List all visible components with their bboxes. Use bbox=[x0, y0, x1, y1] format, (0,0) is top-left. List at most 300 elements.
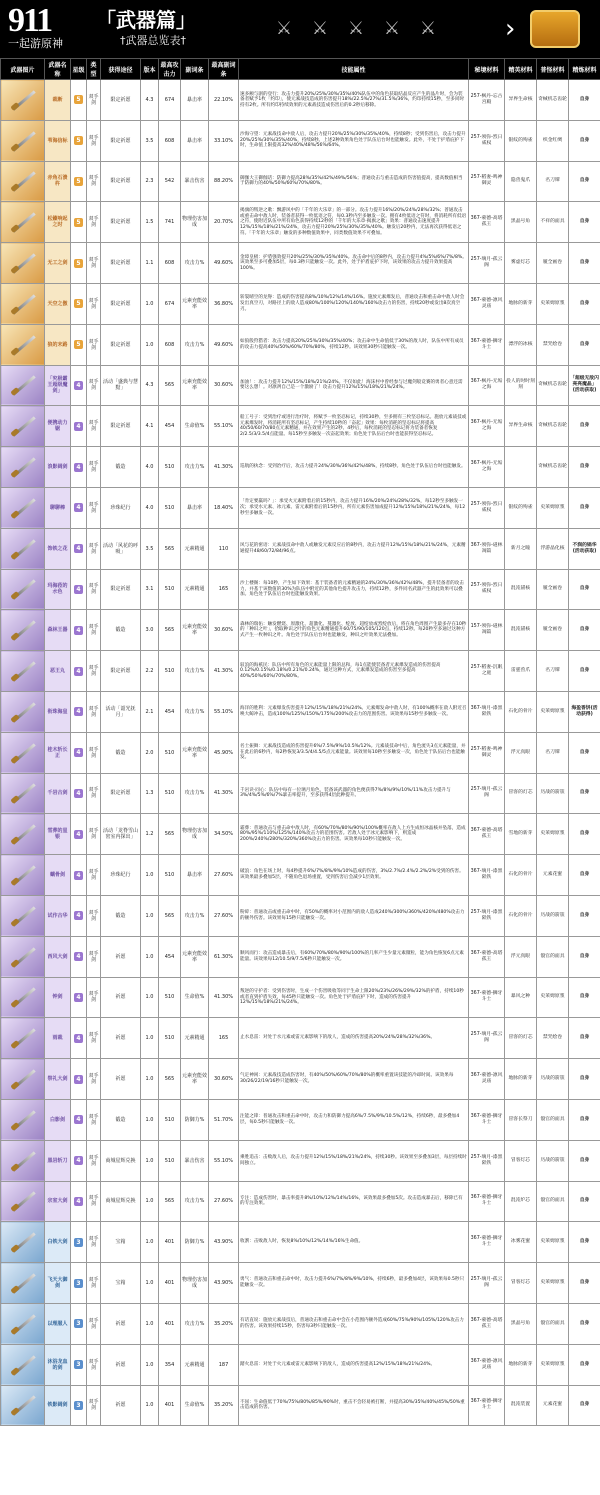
star-rating bbox=[71, 1222, 87, 1263]
polearm-icon: ⚔ bbox=[347, 18, 365, 39]
table-row bbox=[1, 814, 600, 855]
source: 活动「风花的呼吸」 bbox=[101, 528, 141, 569]
weapon-icon bbox=[8, 289, 38, 319]
domain-material: 367-蒙德-狮牙斗士 bbox=[469, 324, 505, 365]
source: 锻造 bbox=[101, 895, 141, 936]
version: 1.0 bbox=[141, 1181, 159, 1222]
weapon-image bbox=[1, 283, 45, 324]
weapon-type: 双手剑 bbox=[87, 773, 101, 814]
weapon-image bbox=[1, 406, 45, 447]
weapon-image bbox=[1, 80, 45, 121]
column-header: 武器名称 bbox=[45, 59, 71, 80]
weapon-icon bbox=[8, 1390, 38, 1420]
weapon-type: 双手剑 bbox=[87, 528, 101, 569]
sub-stat: 暴击伤害 bbox=[181, 161, 209, 202]
weapon-icon bbox=[8, 207, 38, 237]
domain-material: 367-蒙德-高塔孤王 bbox=[469, 1303, 505, 1344]
column-header: 技能属性 bbox=[239, 59, 469, 80]
star-badge: 4 bbox=[74, 707, 83, 716]
elite-material: 漂浮的冰核 bbox=[505, 324, 537, 365]
star-rating bbox=[71, 120, 87, 161]
star-rating bbox=[71, 80, 87, 121]
refine-material: 不润的锅华(活动获取) bbox=[569, 528, 600, 569]
weapon-image bbox=[1, 691, 45, 732]
skill-description: 叛逆的守护者：受到伤害时，生成一个伤害吸收等同于生命上限20%/23%/26%/29%/32%的护盾，持续10秒或者直到护盾失效，每45秒只能触发一次。角色处于护盾庇护下时，造成的伤害提升12%/15%/18%/21%/24%。 bbox=[239, 977, 469, 1018]
weapon-image bbox=[1, 365, 45, 406]
refine-material: 自身 bbox=[569, 447, 600, 488]
refine-material: 自身 bbox=[569, 202, 600, 243]
weapon-type: 双手剑 bbox=[87, 161, 101, 202]
sub-stat: 攻击力% bbox=[181, 895, 209, 936]
star-rating bbox=[71, 1303, 87, 1344]
source: 活动「盛典与慧黠」 bbox=[101, 365, 141, 406]
common-material: 史莱姆原浆 bbox=[537, 1222, 569, 1263]
version: 4.1 bbox=[141, 406, 159, 447]
weapon-image bbox=[1, 324, 45, 365]
weapon-image bbox=[1, 1018, 45, 1059]
weapon-type: 双手剑 bbox=[87, 855, 101, 896]
max-atk: 510 bbox=[159, 732, 181, 773]
chevron-right-icon: › bbox=[505, 14, 516, 44]
version: 2.3 bbox=[141, 161, 159, 202]
common-material: 履全画卷 bbox=[537, 243, 569, 284]
star-badge: 4 bbox=[74, 381, 83, 390]
column-header: 秘境材料 bbox=[469, 59, 505, 80]
star-badge: 3 bbox=[74, 1360, 83, 1369]
weapon-name: 千岩古剑 bbox=[45, 773, 71, 814]
version: 1.0 bbox=[141, 1059, 159, 1100]
table-row bbox=[1, 1222, 600, 1263]
skill-description: 粉碎：普通攻击或重击命中时，有50%的概率对小范围内的敌人造成240%/300%/360%/420%/480%攻击力的额外伤害。该效果每15秒只能触发一次。 bbox=[239, 895, 469, 936]
star-badge: 5 bbox=[74, 299, 83, 308]
weapon-type: 双手剑 bbox=[87, 977, 101, 1018]
skill-description: 千岩诀·同心：队伍中每有一位璃月角色，装备该武器的角色便获得7%/8%/9%/10%/11%攻击力提升与3%/4%/5%/6%/7%暴击率提升，至多获得4层此种提升。 bbox=[239, 773, 469, 814]
domain-material: 257-璃月-孤云阁 bbox=[469, 1018, 505, 1059]
weapon-image bbox=[1, 855, 45, 896]
star-badge: 4 bbox=[74, 748, 83, 757]
common-material: 史莱姆原浆 bbox=[537, 691, 569, 732]
source: 祈愿 bbox=[101, 1018, 141, 1059]
sub-stat: 防御力% bbox=[181, 1222, 209, 1263]
max-atk: 510 bbox=[159, 651, 181, 692]
weapon-name: 聊聊棒 bbox=[45, 487, 71, 528]
skill-description: 踏火息雷：对处于火元素或雷元素影响下的敌人，造成的伤害提高12%/15%/18%/21%/24%。 bbox=[239, 1344, 469, 1385]
weapon-name: 祭礼大剑 bbox=[45, 1059, 71, 1100]
elite-material: 冒客的灯芯 bbox=[505, 773, 537, 814]
star-badge: 4 bbox=[74, 667, 83, 676]
version: 2.0 bbox=[141, 732, 159, 773]
version: 1.0 bbox=[141, 1222, 159, 1263]
common-material: 名刀镡 bbox=[537, 651, 569, 692]
sub-stat: 暴击率 bbox=[181, 120, 209, 161]
max-atk: 354 bbox=[159, 1344, 181, 1385]
common-material: 奇械机芯齿轮 bbox=[537, 80, 569, 121]
weapon-name: 白铁大剑 bbox=[45, 1222, 71, 1263]
star-badge: 4 bbox=[74, 1034, 83, 1043]
common-material: 不祥的面具 bbox=[537, 202, 569, 243]
sub-stat-value: 30.60% bbox=[209, 365, 239, 406]
refine-material: 自身 bbox=[569, 1344, 600, 1385]
weapon-name: 恶王丸 bbox=[45, 651, 71, 692]
version: 3.5 bbox=[141, 120, 159, 161]
version: 1.0 bbox=[141, 1099, 159, 1140]
star-rating bbox=[71, 1263, 87, 1304]
max-atk: 454 bbox=[159, 406, 181, 447]
table-row bbox=[1, 936, 600, 977]
catalyst-icon: ⚔ bbox=[419, 18, 437, 39]
elite-material: 异界生命核 bbox=[505, 406, 537, 447]
version: 1.0 bbox=[141, 1344, 159, 1385]
max-atk: 608 bbox=[159, 324, 181, 365]
version: 3.1 bbox=[141, 569, 159, 610]
refine-material: 自身 bbox=[569, 610, 600, 651]
skill-description: 霜葬：普通攻击与重击命中敌人时，有60%/70%/80%/90%/100%概率在敌人上方生成恒冰晶核并坠落，造成80%/95%/110%/125%/140%攻击力的范围伤害。若敌人处于冰元素影响下，则造成200%/240%/280%/320%/360%攻击力的伤害。该效果每10秒只能触发一次。 bbox=[239, 814, 469, 855]
table-row bbox=[1, 651, 600, 692]
elite-material: 混沌装置 bbox=[505, 1385, 537, 1426]
sub-stat: 元素精通 bbox=[181, 528, 209, 569]
domain-material: 367-蒙德-狮牙斗士 bbox=[469, 1181, 505, 1222]
table-row bbox=[1, 365, 600, 406]
weapon-icon bbox=[8, 942, 38, 972]
common-material: 名刀镡 bbox=[537, 732, 569, 773]
star-badge: 5 bbox=[74, 259, 83, 268]
refine-material: 自身 bbox=[569, 406, 600, 447]
table-row bbox=[1, 243, 600, 284]
table-row bbox=[1, 732, 600, 773]
sub-stat: 物理伤害加成 bbox=[181, 202, 209, 243]
table-header-row bbox=[1, 59, 600, 80]
skill-description: 顺风而行：攻击造成暴击后，有60%/70%/80%/90%/100%的几率产生少量元素微粒，能为角色恢复6点元素能量。该效果每12/10.5/9/7.5/6秒只能触发一次。 bbox=[239, 936, 469, 977]
skill-description: 速多额与剧的登行：攻击力提升20%/25%/30%/35%/40%队伍中的角色获取结晶反应产生的晶片时，会为装备者赋予1枚「约印」，使元素战技造成的伤害提升18%/22.5%/27%/31.5%/36%，约印持续15秒，至多同时持有2枚。所有约印持续效果的元素战技造成伤害后的0.2秒后移除。 bbox=[239, 80, 469, 121]
common-material: 禁咒绘卷 bbox=[537, 1018, 569, 1059]
elite-material: 石化的骨片 bbox=[505, 691, 537, 732]
weapon-name: 松籁响起之时 bbox=[45, 202, 71, 243]
domain-material: 367-枫丹-无垢之海 bbox=[469, 447, 505, 488]
table-row bbox=[1, 1181, 600, 1222]
source: 限定祈愿 bbox=[101, 202, 141, 243]
skill-description: 勇气：普通攻击和重击命中时，攻击力提升6%/7%/8%/9%/10%，持续6秒，最多叠加4层，该效果每0.5秒只能触发一次。 bbox=[239, 1263, 469, 1304]
sub-stat: 元素精通 bbox=[181, 1018, 209, 1059]
common-material: 浮游晶化核 bbox=[537, 528, 569, 569]
weapon-type: 双手剑 bbox=[87, 243, 101, 284]
page-subtitle: †武器总览表† bbox=[120, 34, 186, 47]
sub-stat: 攻击力% bbox=[181, 324, 209, 365]
skill-description: 风与花的密语：元素战技命中敌人或触发元素反应后的8秒内，攻击力提升12%/15%/18%/21%/24%，元素精通提升48/60/72/84/96点。 bbox=[239, 528, 469, 569]
star-rating bbox=[71, 283, 87, 324]
weapon-icon bbox=[8, 1227, 38, 1257]
table-row bbox=[1, 283, 600, 324]
source: 限定祈愿 bbox=[101, 80, 141, 121]
weapon-name: 衔珠海皇 bbox=[45, 691, 71, 732]
weapon-image bbox=[1, 773, 45, 814]
refine-material: 自身 bbox=[569, 895, 600, 936]
weapon-name: 便携动力锯 bbox=[45, 406, 71, 447]
weapon-icon bbox=[8, 126, 38, 156]
elite-material: 冒客灯芯 bbox=[505, 1140, 537, 1181]
elite-material: 冰雾花蜜 bbox=[505, 1222, 537, 1263]
elite-material: 新月之瞳 bbox=[505, 528, 537, 569]
weapon-icon bbox=[8, 1023, 38, 1053]
common-material: 织金红绸 bbox=[537, 120, 569, 161]
star-badge: 4 bbox=[74, 544, 83, 553]
version: 1.5 bbox=[141, 202, 159, 243]
table-row bbox=[1, 691, 600, 732]
source: 珍珠纪行 bbox=[101, 487, 141, 528]
sub-stat: 攻击力% bbox=[181, 243, 209, 284]
sub-stat: 攻击力% bbox=[181, 1181, 209, 1222]
version: 1.0 bbox=[141, 895, 159, 936]
domain-material: 367-须弥-谜林凋篇 bbox=[469, 528, 505, 569]
common-material: 历战的箭簇 bbox=[537, 773, 569, 814]
star-rating bbox=[71, 610, 87, 651]
weapon-icon bbox=[8, 860, 38, 890]
refine-material: 自身 bbox=[569, 1018, 600, 1059]
domain-material: 157-须弥-谜林凋篇 bbox=[469, 610, 505, 651]
source: 宝箱 bbox=[101, 1222, 141, 1263]
common-material: 史莱姆原浆 bbox=[537, 1344, 569, 1385]
sub-stat-value: 41.30% bbox=[209, 977, 239, 1018]
weapon-image bbox=[1, 1059, 45, 1100]
title-block bbox=[96, 6, 276, 52]
refine-material: 自身 bbox=[569, 651, 600, 692]
source: 祈愿 bbox=[101, 977, 141, 1018]
weapon-icon bbox=[8, 370, 38, 400]
source: 限定祈愿 bbox=[101, 569, 141, 610]
elite-material: 混沌锚核 bbox=[505, 569, 537, 610]
domain-material: 257-枫丹-忘古宫殿 bbox=[469, 80, 505, 121]
refine-material: 自身 bbox=[569, 732, 600, 773]
max-atk: 565 bbox=[159, 610, 181, 651]
column-header: 副词条 bbox=[181, 59, 209, 80]
column-header: 最高副词条 bbox=[209, 59, 239, 80]
weapon-image bbox=[1, 202, 45, 243]
weapon-icon bbox=[8, 411, 38, 441]
skill-description: 加油！：攻击力提升12%/15%/18%/21%/24%。不仅如此！海沫村中曾经参与过魔剑般竞赛的勇者心意还需要这么想！。对凛冽自己是一个激励了！攻击力提升12%/15%/18%/21%/24%。 bbox=[239, 365, 469, 406]
weapon-image bbox=[1, 447, 45, 488]
sub-stat-value: 51.70% bbox=[209, 1099, 239, 1140]
weapon-image bbox=[1, 814, 45, 855]
source: 限定祈愿 bbox=[101, 243, 141, 284]
weapon-type: 双手剑 bbox=[87, 610, 101, 651]
sub-stat-value: 43.90% bbox=[209, 1263, 239, 1304]
weapon-name: 天空之傲 bbox=[45, 283, 71, 324]
weapon-icon bbox=[8, 1186, 38, 1216]
weapon-icon bbox=[8, 1268, 38, 1298]
star-badge: 4 bbox=[74, 585, 83, 594]
version: 1.0 bbox=[141, 936, 159, 977]
elite-material: 黑晶号角 bbox=[505, 202, 537, 243]
elite-material bbox=[505, 447, 537, 488]
sub-stat: 攻击力% bbox=[181, 447, 209, 488]
elite-material: 雪地的新芽 bbox=[505, 814, 537, 855]
weapon-icon bbox=[8, 248, 38, 278]
sub-stat-value: 110 bbox=[209, 528, 239, 569]
weapon-name: 雪葬的星银 bbox=[45, 814, 71, 855]
version: 1.0 bbox=[141, 1263, 159, 1304]
source: 锻造 bbox=[101, 732, 141, 773]
weapon-name: 宗室大剑 bbox=[45, 1181, 71, 1222]
star-rating bbox=[71, 691, 87, 732]
max-atk: 565 bbox=[159, 814, 181, 855]
column-header: 武器图片 bbox=[1, 59, 45, 80]
star-rating bbox=[71, 528, 87, 569]
weapon-name: 苇海信标 bbox=[45, 120, 71, 161]
version: 2.1 bbox=[141, 691, 159, 732]
table-row bbox=[1, 406, 600, 447]
weapon-icon bbox=[8, 1105, 38, 1135]
weapon-name: 西风大剑 bbox=[45, 936, 71, 977]
version: 1.0 bbox=[141, 1018, 159, 1059]
sub-stat-value: 18.40% bbox=[209, 487, 239, 528]
weapon-icon bbox=[8, 574, 38, 604]
refine-material: 自身 bbox=[569, 1140, 600, 1181]
sub-stat-value: 27.60% bbox=[209, 855, 239, 896]
version: 1.0 bbox=[141, 855, 159, 896]
star-badge: 3 bbox=[74, 1279, 83, 1288]
sub-stat-value: 55.10% bbox=[209, 691, 239, 732]
weapon-image bbox=[1, 1099, 45, 1140]
source: 锻造 bbox=[101, 610, 141, 651]
source: 宝箱 bbox=[101, 1263, 141, 1304]
common-material: 历战的箭簇 bbox=[537, 1140, 569, 1181]
max-atk: 674 bbox=[159, 80, 181, 121]
table-row bbox=[1, 773, 600, 814]
sub-stat-value: 30.60% bbox=[209, 1059, 239, 1100]
column-header: 获得途径 bbox=[101, 59, 141, 80]
star-rating bbox=[71, 406, 87, 447]
common-material: 史莱姆原浆 bbox=[537, 283, 569, 324]
domain-material: 367-蒙德-高塔孤王 bbox=[469, 814, 505, 855]
weapon-type: 双手剑 bbox=[87, 1385, 101, 1426]
star-badge: 4 bbox=[74, 871, 83, 880]
domain-material: 257-须弥-烈日威权 bbox=[469, 487, 505, 528]
common-material: 履全画卷 bbox=[537, 610, 569, 651]
logo bbox=[8, 4, 84, 54]
max-atk: 565 bbox=[159, 895, 181, 936]
max-atk: 510 bbox=[159, 487, 181, 528]
refine-material: 自身 bbox=[569, 243, 600, 284]
sub-stat-value: 55.10% bbox=[209, 406, 239, 447]
sub-stat: 生命值% bbox=[181, 1385, 209, 1426]
table-row bbox=[1, 855, 600, 896]
version: 1.0 bbox=[141, 324, 159, 365]
star-rating bbox=[71, 1181, 87, 1222]
weapon-image bbox=[1, 120, 45, 161]
weapon-image bbox=[1, 651, 45, 692]
domain-material: 367-蒙德-高塔孤王 bbox=[469, 936, 505, 977]
domain-material: 257-须弥-烈日威权 bbox=[469, 569, 505, 610]
sword-icon: ⚔ bbox=[275, 18, 293, 39]
sub-stat-value: 34.50% bbox=[209, 814, 239, 855]
weapon-type: 双手剑 bbox=[87, 1222, 101, 1263]
weapon-icon bbox=[8, 1350, 38, 1380]
weapon-name: 螭骨剑 bbox=[45, 855, 71, 896]
weapon-icon bbox=[8, 615, 38, 645]
common-material: 骰官的面具 bbox=[537, 1181, 569, 1222]
elite-material: 冒客灯芯 bbox=[505, 1263, 537, 1304]
source: 限定祈愿 bbox=[101, 120, 141, 161]
star-badge: 4 bbox=[74, 993, 83, 1002]
star-rating bbox=[71, 447, 87, 488]
elite-material: 地脉的新芽 bbox=[505, 283, 537, 324]
weapon-type: 双手剑 bbox=[87, 1303, 101, 1344]
star-rating bbox=[71, 855, 87, 896]
table-row bbox=[1, 610, 600, 651]
domain-material: 367-蒙德-狮牙斗士 bbox=[469, 1099, 505, 1140]
column-header: 精炼材料 bbox=[569, 59, 600, 80]
logo-number: 911 bbox=[8, 2, 52, 39]
skill-description: 乘胜追击：击败敌人后，攻击力提升12%/15%/18%/21%/24%，持续30秒。该效果至多叠加3层，每层持续时间独立。 bbox=[239, 1140, 469, 1181]
version: 1.3 bbox=[141, 773, 159, 814]
source: 锻造 bbox=[101, 447, 141, 488]
elite-material: 地脉的新芽 bbox=[505, 1344, 537, 1385]
star-badge: 4 bbox=[74, 830, 83, 839]
elite-material: 石化的骨片 bbox=[505, 895, 537, 936]
weapon-icon bbox=[8, 166, 38, 196]
table-row bbox=[1, 487, 600, 528]
source: 限定祈愿 bbox=[101, 161, 141, 202]
sub-stat: 元素精通 bbox=[181, 1344, 209, 1385]
source: 限定祈愿 bbox=[101, 651, 141, 692]
column-header: 精英材料 bbox=[505, 59, 537, 80]
common-material: 历战的箭簇 bbox=[537, 1059, 569, 1100]
sub-stat: 生命值% bbox=[181, 406, 209, 447]
refine-material: 自身 bbox=[569, 283, 600, 324]
max-atk: 565 bbox=[159, 528, 181, 569]
refine-material: 自身 bbox=[569, 120, 600, 161]
skill-description: 沙海守望：元素战技命中敌人后，攻击力提升20%/25%/30%/35%/40%，持续8秒；受到伤害后，攻击力提升20%/25%/30%/35%/40%，持续8秒。上述2种效果角色处于队伍后台时也能触发。此外，不处于护盾庇护下时，生命值上限提高32%/40%/48%/56%/64%。 bbox=[239, 120, 469, 161]
max-atk: 510 bbox=[159, 1099, 181, 1140]
weapon-image bbox=[1, 1263, 45, 1304]
common-material: 禁咒绘卷 bbox=[537, 324, 569, 365]
star-rating bbox=[71, 936, 87, 977]
sub-stat: 物理伤害加成 bbox=[181, 814, 209, 855]
weapon-image bbox=[1, 1222, 45, 1263]
star-badge: 5 bbox=[74, 95, 83, 104]
version: 1.2 bbox=[141, 814, 159, 855]
source: 限定祈愿 bbox=[101, 283, 141, 324]
weapon-type: 双手剑 bbox=[87, 936, 101, 977]
sub-stat-value: 45.90% bbox=[209, 732, 239, 773]
sub-stat-value: 49.60% bbox=[209, 243, 239, 284]
domain-material: 367-蒙德-凛风灵庙 bbox=[469, 1059, 505, 1100]
weapon-type-icons bbox=[270, 16, 510, 44]
version: 4.0 bbox=[141, 487, 159, 528]
refine-material: 自身 bbox=[569, 487, 600, 528]
common-material: 名刀镡 bbox=[537, 161, 569, 202]
elite-material: 冒客长祭刀 bbox=[505, 1099, 537, 1140]
domain-material: 257-稻妻-沉眠之庭 bbox=[469, 651, 505, 692]
skill-description: 破浪：角色在场上时，每4秒提升6%/7%/8%/9%/10%造成的伤害，3%/2.7%/2.4%/2.2%/2%受到的伤害。该效果最多叠加5层，不随角色退场重置，受到伤害后会减少1层效果。 bbox=[239, 855, 469, 896]
refine-material: 自身 bbox=[569, 814, 600, 855]
sub-stat: 攻击力% bbox=[181, 773, 209, 814]
refine-material: 自身 bbox=[569, 80, 600, 121]
weapon-name: 无工之剑 bbox=[45, 243, 71, 284]
star-rating bbox=[71, 977, 87, 1018]
star-badge: 4 bbox=[74, 422, 83, 431]
weapon-type: 双手剑 bbox=[87, 814, 101, 855]
max-atk: 401 bbox=[159, 1263, 181, 1304]
max-atk: 510 bbox=[159, 569, 181, 610]
skill-description: 船工号子：受到治疗或进行治疗时，将赋予一枚坚忍标记，持续30秒，至多拥有三枚坚忍标记。施放元素战技或元素爆发时，将消耗所有坚忍标记，产生持续10秒的「奋起」效果：每枚消耗的坚忍标记将提高40/50/60/70/80点元素精通，并在效果产生的2秒、4秒后，每枚消耗的坚忍标记将为装备者恢复2/2.5/3/3.5/4点能量。每15秒至多触发一次奋起效果；角色处于队伍后台时也能获得坚忍标记。 bbox=[239, 406, 469, 447]
refine-material: 自身 bbox=[569, 855, 600, 896]
sub-stat-value: 43.90% bbox=[209, 1222, 239, 1263]
star-rating bbox=[71, 1344, 87, 1385]
weapon-image bbox=[1, 1385, 45, 1426]
sub-stat: 防御力% bbox=[181, 1099, 209, 1140]
elite-material: 浮元真眼 bbox=[505, 732, 537, 773]
sub-stat: 攻击力% bbox=[181, 651, 209, 692]
